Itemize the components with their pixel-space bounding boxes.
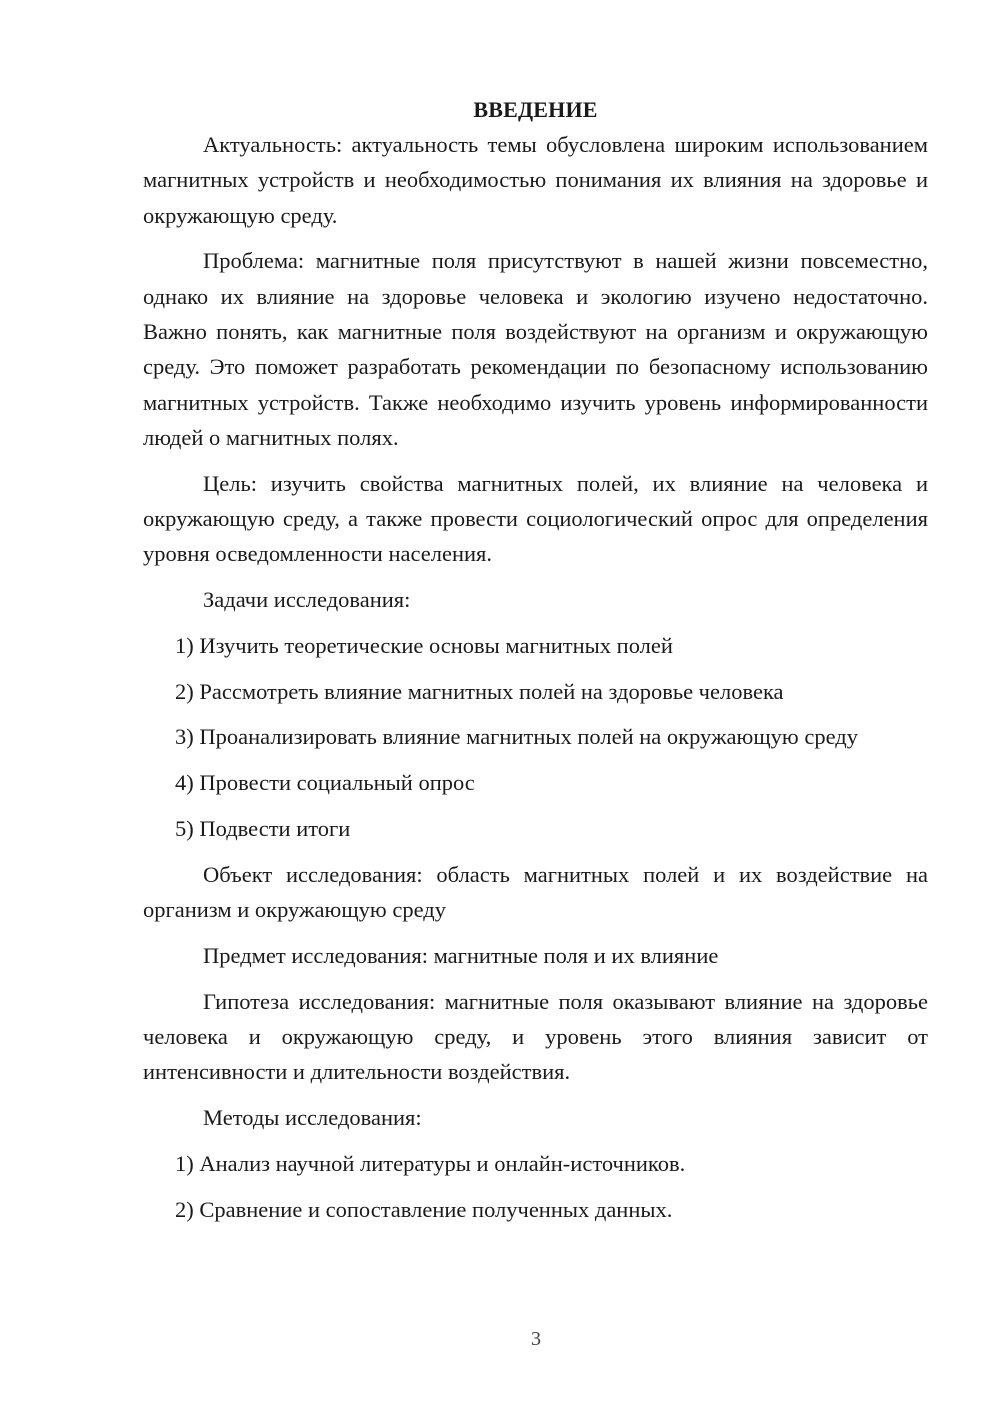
task-item-2: 2) Рассмотреть влияние магнитных полей на здоровье человека: [175, 678, 784, 704]
task-item-3: 3) Проанализировать влияние магнитных полей на окружающую среду: [175, 724, 858, 750]
task-item-5: 5) Подвести итоги: [175, 816, 351, 842]
method-item-2: 2) Сравнение и сопоставление полученных данных.: [175, 1196, 673, 1222]
paragraph-tasks-intro: Задачи исследования:: [203, 587, 411, 613]
paragraph-object: Объект исследования: область магнитных полей и их воздействие на организм и окружающую среду: [143, 861, 928, 923]
paragraph-problem: Проблема: магнитные поля присутствуют в нашей жизни повсеместно, однако их влияние на здоровье человека и экологию изучено недостаточно. Важно понять, как магнитные поля воздействуют на организм и окружающую среду. Это поможет разработать рекомендации по безопасному использованию магнитных устройств. Также необходимо изучить уровень информированности людей о магнитных полях.: [143, 248, 928, 450]
method-item-1: 1) Анализ научной литературы и онлайн-источников.: [175, 1150, 686, 1176]
task-item-1: 1) Изучить теоретические основы магнитных полей: [175, 632, 673, 658]
page-number: 3: [531, 1328, 541, 1350]
paragraph-methods-intro: Методы исследования:: [203, 1105, 422, 1131]
document-body: [143, 92, 928, 1238]
paragraph-hypothesis: Гипотеза исследования: магнитные поля оказывают влияние на здоровье человека и окружающую среду, и уровень этого влияния зависит от интенсивности и длительности воздействия.: [143, 988, 928, 1085]
section-heading: ВВЕДЕНИЕ: [473, 97, 598, 122]
paragraph-goal: Цель: изучить свойства магнитных полей, их влияние на человека и окружающую среду, а также провести социологический опрос для определения уровня осведомленности населения.: [143, 470, 928, 567]
paragraph-subject: Предмет исследования: магнитные поля и их влияние: [203, 942, 719, 968]
task-item-4: 4) Провести социальный опрос: [175, 770, 475, 796]
paragraph-relevance: Актуальность: актуальность темы обусловлена широким использованием магнитных устройств и необходимостью понимания их влияния на здоровье и окружающую среду.: [143, 132, 928, 228]
